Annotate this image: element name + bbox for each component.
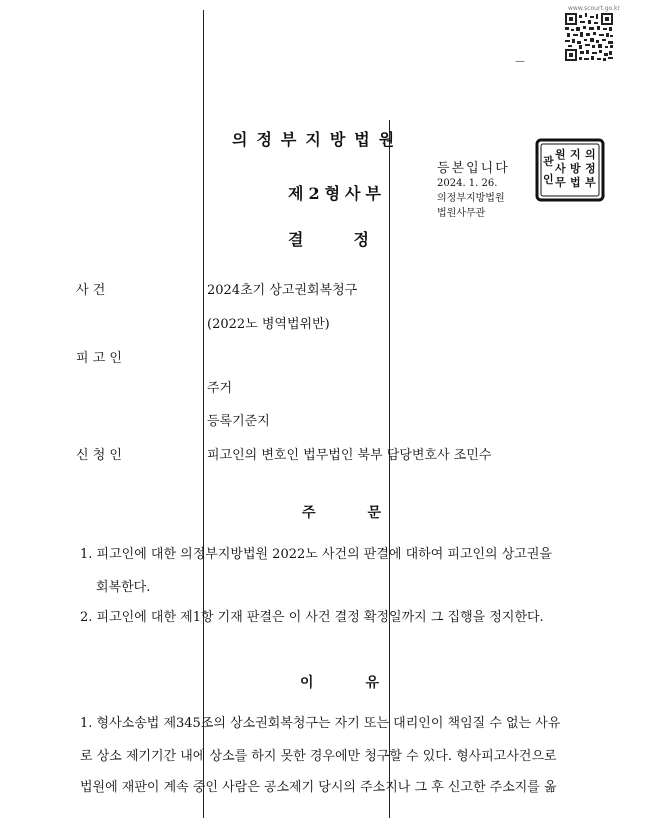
svg-text:방: 방: [570, 162, 581, 175]
qr-code-icon: [565, 13, 613, 61]
svg-text:부: 부: [585, 176, 596, 189]
scan-line-left: [203, 10, 204, 818]
certification-court: 의정부지방법원: [437, 193, 505, 204]
header-dash: —: [515, 56, 525, 67]
order-item1-line1: 1. 피고인에 대한 의정부지방법원 2022노 사건의 판결에 대하여 피고인의 상고권을: [80, 547, 552, 562]
reason-line3: 법원에 재판이 계속 중인 사람은 공소제기 당시의 주소지나 그 후 신고한 주소지를 옮: [80, 780, 557, 795]
defendant-label: 피 고 인: [76, 351, 122, 366]
defendant-registered: 등록기준지: [207, 414, 270, 429]
case-value-line2: (2022노 병역법위반): [207, 317, 330, 332]
svg-text:무: 무: [555, 176, 566, 189]
certification-office: 법원사무관: [437, 208, 486, 219]
svg-text:원: 원: [555, 148, 566, 161]
svg-text:지: 지: [570, 148, 581, 161]
certification-line1: 등본입니다: [437, 161, 510, 176]
certification-date: 2024. 1. 26.: [437, 178, 498, 189]
applicant-label: 신 청 인: [76, 448, 122, 463]
order-item2: 2. 피고인에 대한 제1항 기재 판결은 이 사건 결정 확정일까지 그 집행을 정지한다.: [80, 610, 544, 625]
defendant-address: 주거: [207, 381, 233, 396]
svg-text:의: 의: [585, 148, 596, 161]
order-title: 주문: [302, 505, 434, 521]
svg-text:인: 인: [543, 173, 554, 186]
reason-line1: 1. 형사소송법 제345조의 상소권회복청구는 자기 또는 대리인이 책임질 수 없는 사유: [80, 716, 561, 731]
court-name: 의정부지방법원: [232, 130, 404, 149]
reason-title: 이유: [300, 675, 432, 691]
order-item1-line2: 회복한다.: [96, 580, 151, 595]
svg-text:관: 관: [543, 155, 554, 168]
division-name: 제2형사부: [288, 184, 386, 203]
header-url: www.scourt.go.kr: [568, 5, 620, 12]
case-label: 사 건: [76, 283, 106, 298]
svg-text:정: 정: [585, 162, 596, 175]
reason-line2: 로 상소 제기기간 내에 상소를 하지 못한 경우에만 청구할 수 있다. 형사피고사건으로: [80, 749, 557, 764]
document-type: 결정: [288, 230, 419, 249]
svg-text:법: 법: [570, 176, 581, 189]
applicant-value: 피고인의 변호인 법무법인 북부 담당변호사 조민수: [207, 448, 492, 463]
svg-text:사: 사: [555, 162, 566, 175]
certification-block: [437, 161, 510, 221]
case-value-line1: 2024초기 상고권회복청구: [207, 283, 358, 298]
official-seal-icon: [535, 138, 605, 202]
